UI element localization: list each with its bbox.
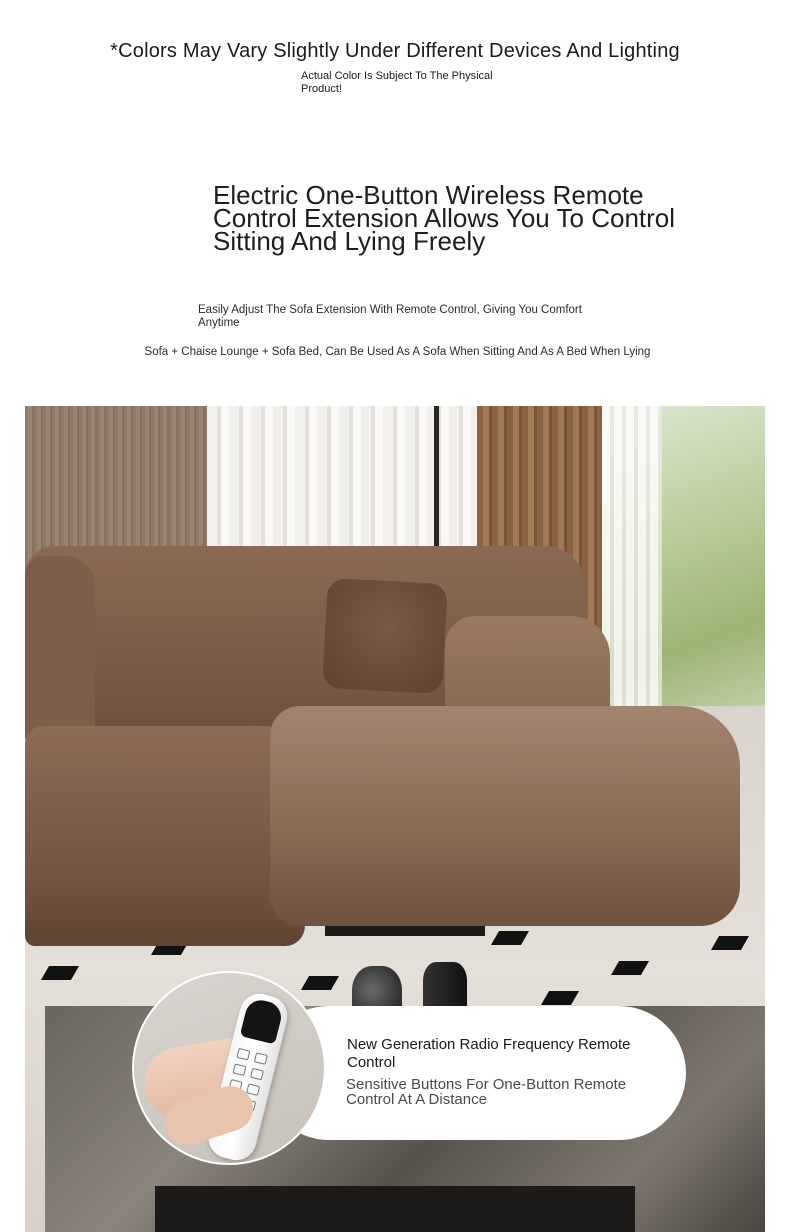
feature-headline: Electric One-Button Wireless Remote Control Extension Allows You To Control Sitting And Lying Freely xyxy=(213,180,676,256)
remote-button-icon xyxy=(250,1068,264,1081)
remote-button-icon xyxy=(236,1048,250,1061)
callout-subtitle: Sensitive Buttons For One-Button Remote Control At A Distance xyxy=(346,1076,627,1108)
remote-control-closeup xyxy=(132,971,326,1165)
actual-color-note: Actual Color Is Subject To The Physical Product! xyxy=(301,70,493,95)
sofa-seat-cushion xyxy=(25,726,305,946)
feature-usage-note: Sofa + Chaise Lounge + Sofa Bed, Can Be Used As A Sofa When Sitting And As A Bed When Lying xyxy=(144,346,651,358)
throw-pillow xyxy=(322,578,448,694)
callout-title: New Generation Radio Frequency Remote Control xyxy=(347,1036,631,1071)
coffee-table-base xyxy=(155,1186,635,1232)
remote-button-icon xyxy=(254,1052,268,1065)
chaise-extension-cushion xyxy=(270,706,740,926)
color-disclaimer: *Colors May Vary Slightly Under Different Devices And Lighting xyxy=(110,40,680,62)
remote-button-icon xyxy=(232,1063,246,1076)
sheer-curtain xyxy=(602,406,662,736)
sofa-left-backrest xyxy=(25,556,95,736)
feature-description: Easily Adjust The Sofa Extension With Remote Control, Giving You Comfort Anytime xyxy=(198,304,582,329)
remote-top-panel xyxy=(240,997,285,1045)
